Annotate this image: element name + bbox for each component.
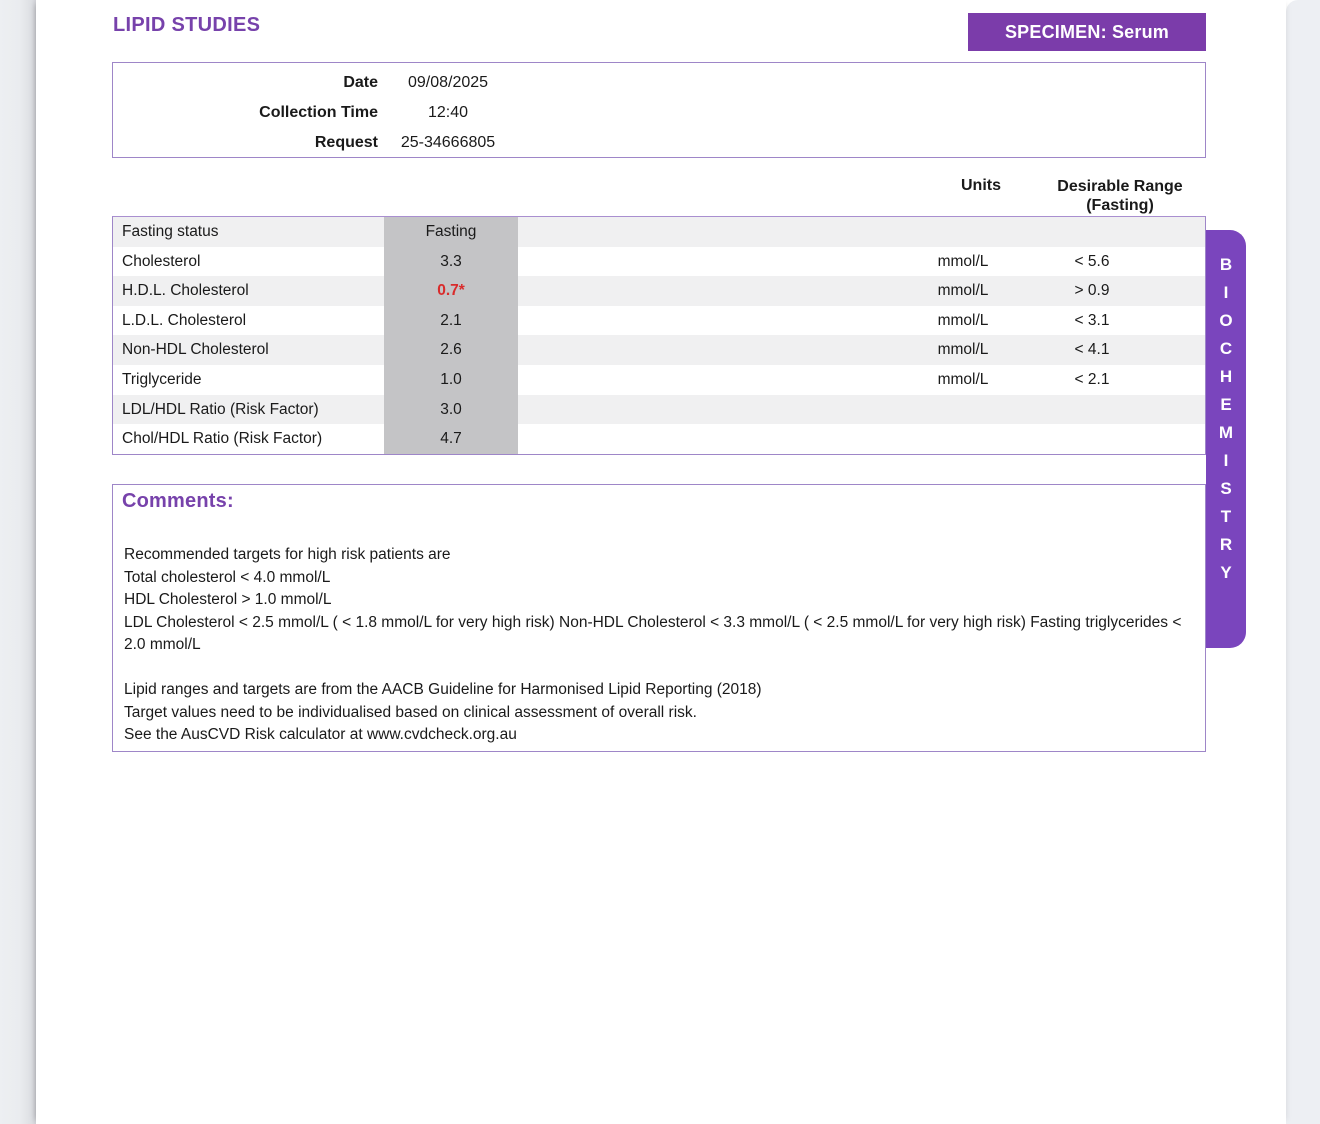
test-name: Non-HDL Cholesterol: [122, 341, 269, 359]
page-title: LIPID STUDIES: [113, 14, 261, 36]
test-value: 3.3: [384, 247, 518, 277]
test-units: mmol/L: [937, 282, 989, 300]
tab-letter: T: [1220, 507, 1232, 526]
test-units: mmol/L: [937, 252, 989, 270]
test-range: < 4.1: [1074, 341, 1110, 359]
table-row: [113, 424, 1205, 454]
test-value: 2.1: [384, 306, 518, 336]
table-row: [113, 306, 1205, 336]
test-value: 3.0: [384, 395, 518, 425]
comment-line: Total cholesterol < 4.0 mmol/L: [124, 568, 331, 586]
report-page: [36, 0, 1286, 1124]
tab-letter: B: [1219, 255, 1233, 274]
test-units: mmol/L: [937, 341, 989, 359]
comment-line: [124, 657, 1191, 680]
info-row-request: [113, 128, 1205, 158]
tab-biochemistry[interactable]: [1206, 230, 1246, 648]
date-label: Date: [343, 74, 378, 91]
test-name: Chol/HDL Ratio (Risk Factor): [122, 430, 323, 448]
tab-letter: R: [1219, 535, 1233, 554]
test-value: 1.0: [384, 365, 518, 395]
tab-letter: O: [1219, 311, 1233, 330]
tab-letter: M: [1218, 423, 1234, 442]
comments-body: [113, 544, 1205, 747]
comment-line: HDL Cholesterol > 1.0 mmol/L: [124, 591, 332, 608]
test-range: < 2.1: [1074, 370, 1110, 388]
results-table: [112, 216, 1206, 455]
info-row-date: [113, 68, 1205, 98]
date-value: 09/08/2025: [407, 74, 489, 91]
comment-line: Recommended targets for high risk patients are: [124, 546, 451, 563]
test-name: LDL/HDL Ratio (Risk Factor): [122, 400, 319, 418]
comment-line: Lipid ranges and targets are from the AACB Guideline for Harmonised Lipid Reporting (2018): [124, 681, 762, 698]
table-row: [113, 335, 1205, 365]
table-row: [113, 217, 1205, 247]
range-header-line1: Desirable Range: [1057, 178, 1183, 195]
test-range: > 0.9: [1074, 282, 1110, 300]
range-header-line2: (Fasting): [1086, 197, 1154, 214]
viewer-left-gutter: [0, 0, 36, 1124]
test-name: L.D.L. Cholesterol: [122, 311, 247, 329]
comments-heading: Comments:: [122, 490, 234, 512]
test-range: < 5.6: [1074, 252, 1110, 270]
tab-letter: S: [1220, 479, 1232, 498]
comment-line: See the AusCVD Risk calculator at www.cvdcheck.org.au: [124, 726, 517, 743]
range-column-header: [1040, 177, 1200, 215]
comment-line: LDL Cholesterol < 2.5 mmol/L ( < 1.8 mmol/L for very high risk) Non-HDL Cholesterol < 3.3 mmol/L ( < 2.5 mmol/L for very high risk) Fasting triglycerides < 2.0 mmol/L: [124, 613, 1182, 653]
test-units: mmol/L: [937, 311, 989, 329]
table-row: [113, 395, 1205, 425]
test-value: 0.7*: [384, 276, 518, 306]
info-row-collection-time: [113, 98, 1205, 128]
table-row: [113, 247, 1205, 277]
test-units: mmol/L: [937, 370, 989, 388]
test-name: Fasting status: [122, 223, 219, 240]
test-value: 2.6: [384, 335, 518, 365]
units-column-header: Units: [961, 177, 1001, 194]
tab-letter: I: [1223, 283, 1229, 302]
test-name: Triglyceride: [122, 370, 202, 388]
tab-letter: E: [1220, 395, 1232, 414]
tab-letter: I: [1223, 451, 1229, 470]
request-value: 25-34666805: [400, 134, 496, 151]
comment-line: Target values need to be individualised based on clinical assessment of overall risk.: [124, 703, 697, 721]
test-name: H.D.L. Cholesterol: [122, 282, 249, 300]
test-value: Fasting: [384, 217, 518, 247]
table-row: [113, 276, 1205, 306]
collection-time-label: Collection Time: [259, 104, 378, 121]
collection-time-value: 12:40: [427, 104, 469, 121]
tab-letter: C: [1219, 339, 1233, 358]
test-value: 4.7: [384, 424, 518, 454]
test-range: < 3.1: [1074, 311, 1110, 329]
table-row: [113, 365, 1205, 395]
request-label: Request: [314, 134, 378, 151]
specimen-badge: SPECIMEN: Serum: [968, 13, 1206, 51]
test-name: Cholesterol: [122, 252, 201, 270]
viewer-right-gutter: [1286, 0, 1320, 1124]
tab-letter: H: [1219, 367, 1233, 386]
comments-box: [112, 484, 1206, 752]
collection-info-box: [112, 62, 1206, 158]
tab-letter: Y: [1220, 563, 1232, 582]
